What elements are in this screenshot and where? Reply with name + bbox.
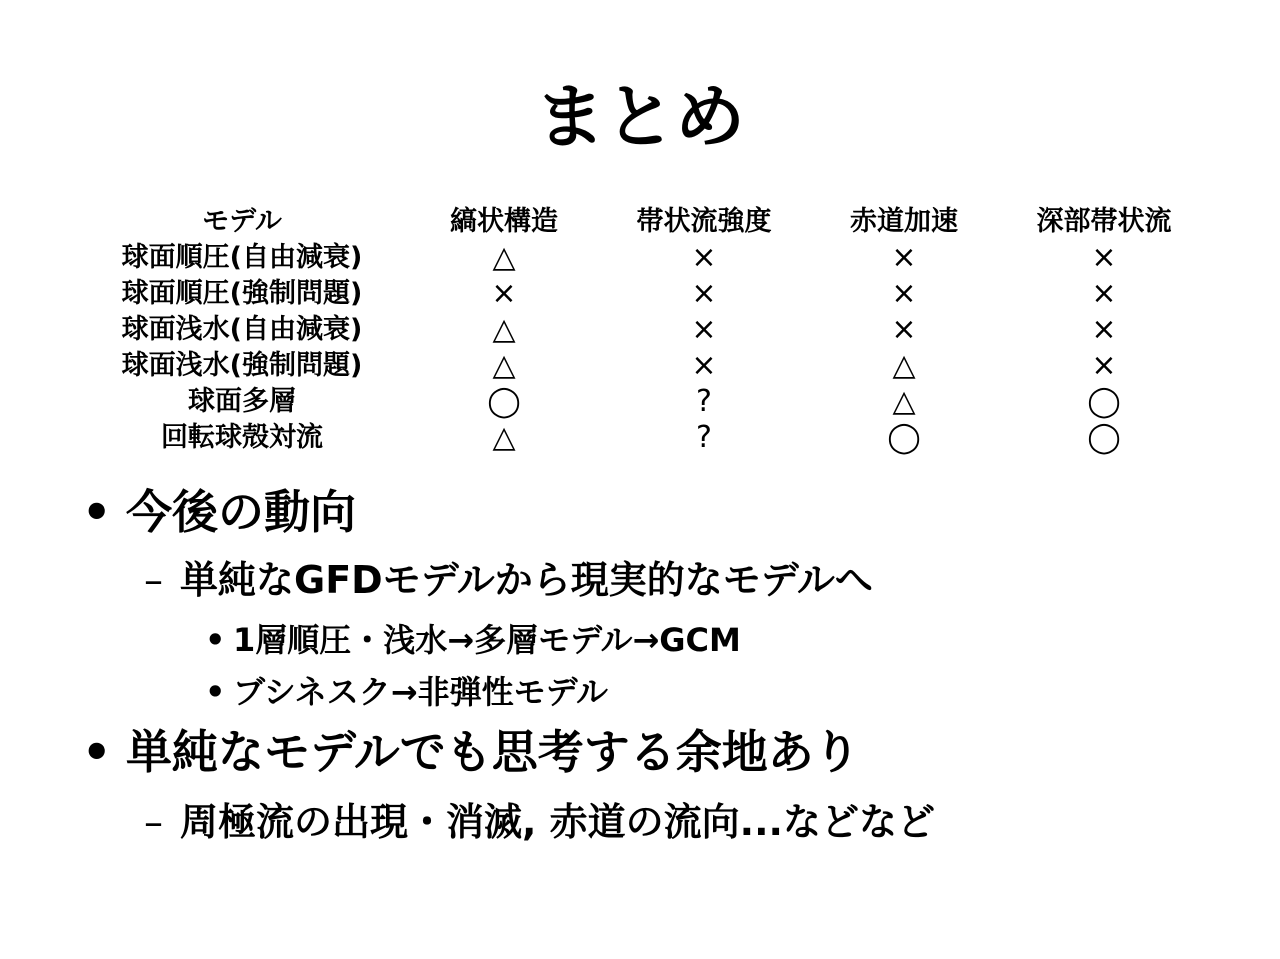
table-row: [80, 348, 1204, 384]
row-model-name: 球面浅水(自由減衰): [121, 314, 363, 345]
dash-marker: –: [144, 558, 163, 602]
cell-mark: △: [492, 348, 516, 383]
bullet-text: 単純なモデルでも思考する余地あり: [126, 725, 860, 779]
header-equatorial-acceleration: 赤道加速: [850, 206, 958, 237]
cell-mark: ×: [1091, 276, 1117, 311]
bullet-text: 今後の動向: [126, 485, 356, 539]
cell-mark: ×: [691, 312, 717, 347]
header-zonal-flow-strength: 帯状流強度: [636, 206, 772, 237]
cell-mark: △: [492, 312, 516, 347]
cell-mark: ×: [691, 348, 717, 383]
table-header-row: [80, 204, 1204, 240]
dash-marker: –: [144, 800, 163, 844]
header-model: モデル: [202, 206, 282, 237]
cell-mark: ×: [1091, 312, 1117, 347]
bullet-marker: •: [205, 673, 226, 711]
cell-mark: ×: [1091, 348, 1117, 383]
bullet-text: ブシネスク→非弾性モデル: [233, 673, 608, 711]
bullet-level2: [144, 555, 873, 605]
cell-mark: △: [492, 420, 516, 455]
cell-mark: ×: [491, 276, 517, 311]
summary-table: [80, 204, 1204, 456]
cell-mark: ×: [691, 276, 717, 311]
cell-mark: ×: [1091, 240, 1117, 275]
table-row: [80, 420, 1204, 456]
header-deep-zonal-flow: 深部帯状流: [1036, 206, 1172, 237]
cell-mark: ◯: [1087, 420, 1121, 455]
slide-title: まとめ: [535, 76, 745, 158]
cell-mark: ?: [696, 384, 712, 419]
bullet-marker: •: [205, 621, 226, 659]
cell-mark: ◯: [1087, 384, 1121, 419]
table-row: [80, 240, 1204, 276]
cell-mark: △: [492, 240, 516, 275]
table-row: [80, 276, 1204, 312]
cell-mark: △: [892, 384, 916, 419]
bullet-marker: •: [82, 725, 112, 779]
bullet-text: 周極流の出現・消滅, 赤道の流向...などなど: [180, 800, 935, 844]
cell-mark: ×: [691, 240, 717, 275]
bullet-marker: •: [82, 485, 112, 539]
cell-mark: ×: [891, 276, 917, 311]
row-model-name: 球面多層: [188, 386, 296, 417]
cell-mark: △: [892, 348, 916, 383]
cell-mark: ×: [891, 312, 917, 347]
bullet-level1: [82, 722, 860, 782]
cell-mark: ◯: [487, 384, 521, 419]
cell-mark: ×: [891, 240, 917, 275]
bullet-level3: [205, 670, 608, 714]
bullet-level3: [205, 618, 741, 662]
bullet-text: 単純なGFDモデルから現実的なモデルへ: [180, 558, 873, 602]
cell-mark: ?: [696, 420, 712, 455]
row-model-name: 回転球殻対流: [161, 422, 323, 453]
bullet-level2: [144, 797, 935, 847]
row-model-name: 球面順圧(自由減衰): [121, 242, 363, 273]
row-model-name: 球面浅水(強制問題): [121, 350, 363, 381]
table-row: [80, 312, 1204, 348]
bullet-text: 1層順圧・浅水→多層モデル→GCM: [233, 621, 741, 659]
row-model-name: 球面順圧(強制問題): [121, 278, 363, 309]
bullet-level1: [82, 482, 356, 542]
cell-mark: ◯: [887, 420, 921, 455]
table-row: [80, 384, 1204, 420]
header-stripe-structure: 縞状構造: [450, 206, 558, 237]
